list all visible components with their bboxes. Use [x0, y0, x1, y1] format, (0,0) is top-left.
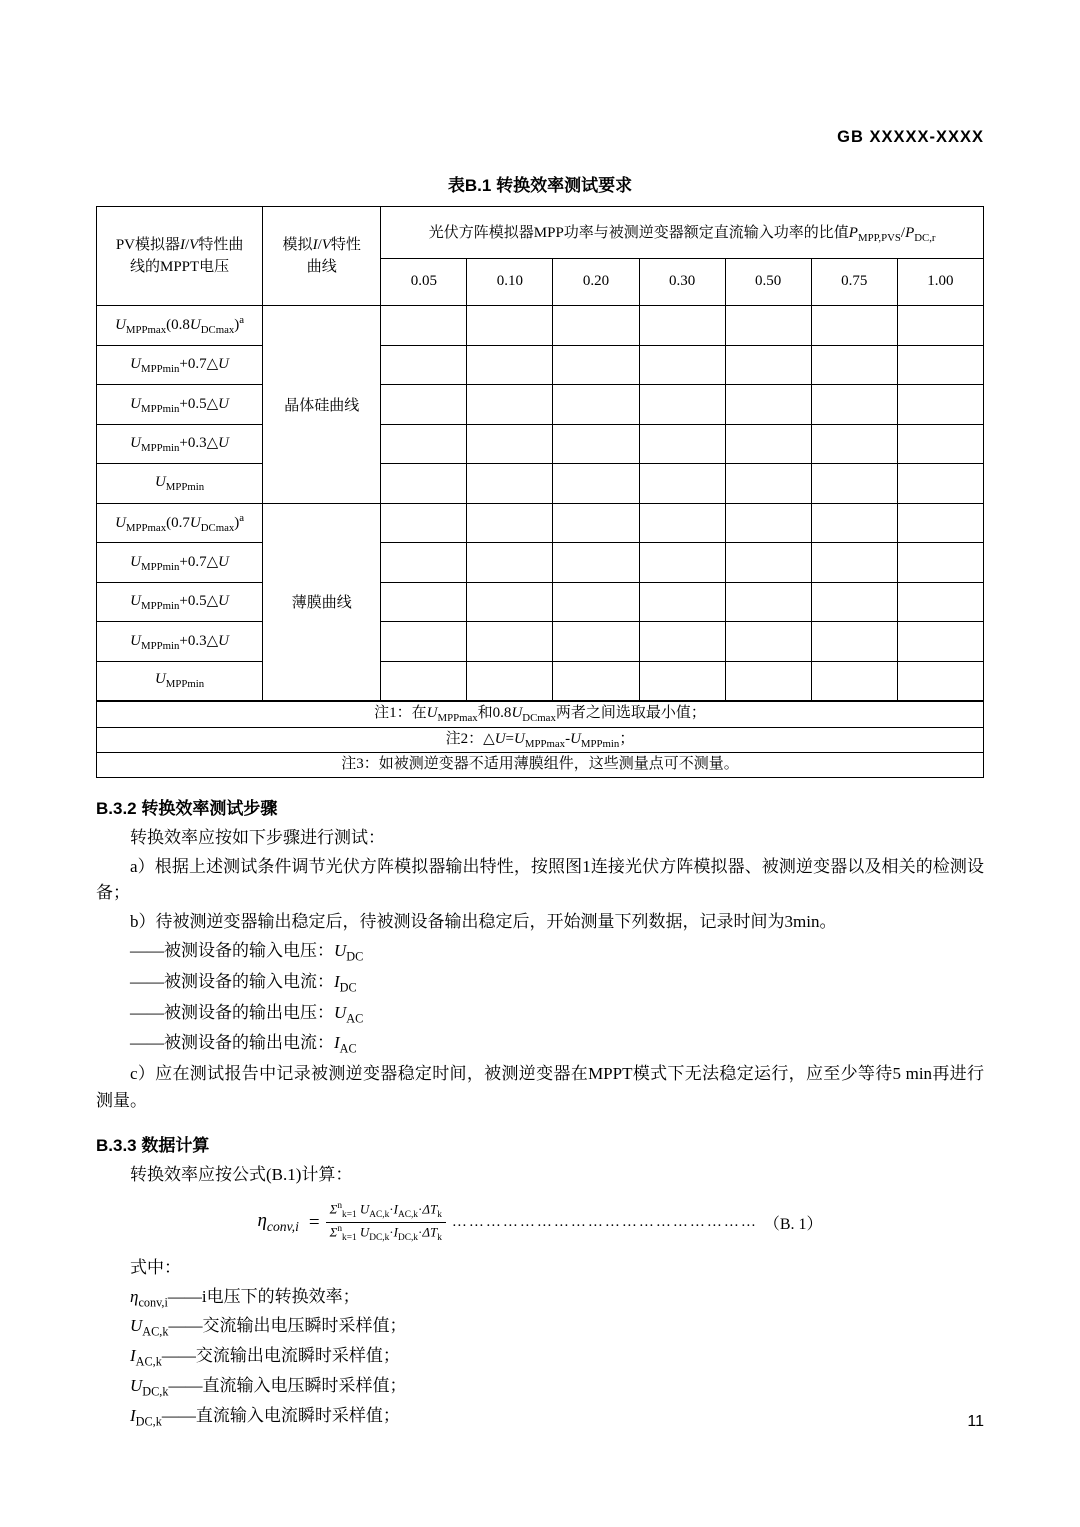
- def-eta: $\eta_{conv,i}——i$电压下的转换效率；: [130, 1286, 360, 1310]
- note-3: [97, 753, 984, 777]
- def-udck: $U_{DC,k}——$直流输入电压瞬时采样值；: [130, 1375, 407, 1399]
- data-cell: [553, 385, 639, 425]
- data-cell: [811, 622, 897, 662]
- ratio-header-4: 0.50: [725, 258, 811, 305]
- formula-b1: [96, 1201, 984, 1245]
- data-cell: [897, 424, 983, 464]
- data-cell: [897, 464, 983, 504]
- table-row: [97, 345, 984, 385]
- data-cell: [811, 424, 897, 464]
- formula-numerator: $\Sigma^n_{k=1}$ $U_{AC,k}\cdot I_{AC,k}\cdot\Delta T_k$: [326, 1201, 446, 1224]
- b332-intro: 转换效率应按如下步骤进行测试：: [130, 827, 385, 847]
- table-row: [97, 661, 984, 701]
- note-row: [97, 753, 984, 777]
- note-3-text: 注3：如被测逆变器不适用薄膜组件，这些测量点可不测量。: [341, 756, 739, 773]
- data-cell: [725, 622, 811, 662]
- data-cell: [639, 503, 725, 543]
- data-cell: [811, 345, 897, 385]
- table-row: [97, 385, 984, 425]
- b333-intro: 转换效率应按公式(B.1)计算：: [130, 1164, 353, 1184]
- data-cell: [467, 345, 553, 385]
- b332-item-udc: ——被测设备的输入电压：$U_{DC}$: [130, 941, 364, 964]
- row-label-cs-1: $U_{MPPmax}(0.8U_{DCmax})^a$: [97, 306, 263, 346]
- data-cell: [553, 424, 639, 464]
- data-cell: [811, 503, 897, 543]
- data-cell: [725, 582, 811, 622]
- data-cell: [381, 345, 467, 385]
- row-label-cs-3: $U_{MPPmin}+0.5\triangle U$: [97, 385, 263, 425]
- data-cell: [381, 464, 467, 504]
- data-cell: [639, 385, 725, 425]
- b332-item-iac: ——被测设备的输出电流：$I_{AC}$: [130, 1033, 357, 1056]
- header-cell-mppt-voltage: PV模拟器I/V特性曲 线的MPPT电压: [97, 207, 263, 306]
- data-cell: [811, 385, 897, 425]
- data-cell: [639, 464, 725, 504]
- def-iack: $I_{AC,k}——$交流输出电流瞬时采样值；: [130, 1346, 400, 1369]
- data-cell: [467, 661, 553, 701]
- data-cell: [811, 661, 897, 701]
- formula-lhs: $\eta_{conv,i}$: [257, 1210, 299, 1235]
- ratio-header-5: 0.75: [811, 258, 897, 305]
- definition-list: [96, 1284, 984, 1431]
- data-cell: [725, 345, 811, 385]
- page-header: GB XXXXX-XXXX: [837, 128, 984, 146]
- table-row: [97, 464, 984, 504]
- data-cell: [811, 306, 897, 346]
- where-label: 式中：: [130, 1257, 181, 1277]
- data-cell: [639, 424, 725, 464]
- data-cell: [553, 582, 639, 622]
- data-cell: [381, 385, 467, 425]
- table-row: [97, 582, 984, 622]
- data-cell: [725, 424, 811, 464]
- note-row: [97, 702, 984, 728]
- data-cell: [553, 345, 639, 385]
- header-cell-power-ratio: 光伏方阵模拟器MPP功率与被测逆变器额定直流输入功率的比值$P_{MPP,PVS}/P_{DC,r}$: [381, 207, 984, 259]
- b332-item-uac: ——被测设备的输出电压：$U_{AC}$: [130, 1002, 364, 1025]
- b332-step-c: c）应在测试报告中记录被测逆变器稳定时间，被测逆变器在MPPT模式下无法稳定运行，应至少等待5 min再进行测量。: [96, 1064, 984, 1110]
- row-label-tf-2: $U_{MPPmin}+0.7\triangle U$: [97, 543, 263, 583]
- row-label-cs-4: $U_{MPPmin}+0.3\triangle U$: [97, 424, 263, 464]
- data-cell: [639, 306, 725, 346]
- table-row: [97, 622, 984, 662]
- data-cell: [897, 306, 983, 346]
- data-cell: [553, 503, 639, 543]
- data-cell: [467, 503, 553, 543]
- note-2: 注2：$\triangle U=U_{MPPmax}-U_{MPPmin}$；: [97, 727, 984, 753]
- data-cell: [381, 424, 467, 464]
- def-idck: $I_{DC,k}——$直流输入电流瞬时采样值；: [130, 1405, 400, 1429]
- b332-item-idc: ——被测设备的输入电流：$I_{DC}$: [130, 971, 357, 995]
- data-cell: [639, 543, 725, 583]
- conversion-efficiency-table: [96, 206, 984, 701]
- row-label-tf-5: $U_{MPPmin}$: [97, 661, 263, 701]
- curve-cell-thinfilm: 薄膜曲线: [263, 503, 381, 701]
- data-cell: [381, 543, 467, 583]
- data-cell: [467, 622, 553, 662]
- table-row: [97, 503, 984, 543]
- table-title: 表B.1 转换效率测试要求: [447, 176, 633, 195]
- header-cell-curve-type: 模拟I/V特性 曲线: [263, 207, 381, 306]
- data-cell: [725, 543, 811, 583]
- table-notes: [96, 701, 984, 778]
- curve-cell-crystalline: 晶体硅曲线: [263, 306, 381, 504]
- data-cell: [811, 464, 897, 504]
- b332-step-a: a）根据上述测试条件调节光伏方阵模拟器输出特性，按照图1连接光伏方阵模拟器、被测逆变器以及相关的检测设备；: [96, 856, 984, 903]
- table-row: [97, 306, 984, 346]
- data-cell: [897, 582, 983, 622]
- table-header-row-1: [97, 207, 984, 259]
- data-cell: [897, 622, 983, 662]
- formula-number: （B. 1）: [763, 1216, 823, 1234]
- row-label-tf-1: $U_{MPPmax}(0.7U_{DCmax})^a$: [97, 503, 263, 543]
- data-cell: [897, 345, 983, 385]
- data-cell: [725, 503, 811, 543]
- page-number: 11: [967, 1413, 984, 1430]
- table-row: [97, 424, 984, 464]
- data-cell: [467, 306, 553, 346]
- section-heading-b333: B.3.3 数据计算: [96, 1135, 210, 1155]
- data-cell: [467, 424, 553, 464]
- note-row: [97, 727, 984, 753]
- data-cell: [467, 385, 553, 425]
- data-cell: [725, 661, 811, 701]
- ratio-header-0: 0.05: [381, 258, 467, 305]
- data-cell: [811, 582, 897, 622]
- data-cell: [897, 543, 983, 583]
- ratio-header-1: 0.10: [467, 258, 553, 305]
- data-cell: [639, 582, 725, 622]
- ratio-header-6: 1.00: [897, 258, 983, 305]
- data-cell: [381, 582, 467, 622]
- data-cell: [897, 661, 983, 701]
- row-label-tf-3: $U_{MPPmin}+0.5\triangle U$: [97, 582, 263, 622]
- b332-step-b: b）待被测逆变器输出稳定后，待被测设备输出稳定后，开始测量下列数据，记录时间为3min。: [130, 912, 837, 932]
- data-cell: [553, 661, 639, 701]
- data-cell: [639, 622, 725, 662]
- data-cell: [897, 385, 983, 425]
- data-cell: [467, 582, 553, 622]
- data-cell: [381, 622, 467, 662]
- data-cell: [467, 543, 553, 583]
- table-row: [97, 543, 984, 583]
- formula-leader-dots: ………………………………………………: [451, 1214, 758, 1231]
- data-cell: [467, 464, 553, 504]
- data-cell: [725, 464, 811, 504]
- data-cell: [639, 345, 725, 385]
- section-heading-b332: B.3.2 转换效率测试步骤: [96, 798, 278, 818]
- data-cell: [811, 543, 897, 583]
- row-label-tf-4: $U_{MPPmin}+0.3\triangle U$: [97, 622, 263, 662]
- ratio-header-3: 0.30: [639, 258, 725, 305]
- formula-fraction: [326, 1201, 446, 1245]
- data-cell: [553, 464, 639, 504]
- data-cell: [553, 543, 639, 583]
- note-1: 注1：在$U_{MPPmax}$和$0.8U_{DCmax}$两者之间选取最小值；: [97, 702, 984, 728]
- formula-denominator: $\Sigma^n_{k=1}$ $U_{DC,k}\cdot I_{DC,k}\cdot\Delta T_k$: [329, 1224, 442, 1244]
- data-cell: [725, 385, 811, 425]
- data-cell: [381, 503, 467, 543]
- data-cell: [381, 661, 467, 701]
- data-cell: [725, 306, 811, 346]
- formula-equals: =: [308, 1211, 320, 1233]
- ratio-header-2: 0.20: [553, 258, 639, 305]
- row-label-cs-2: $U_{MPPmin}+0.7\triangle U$: [97, 345, 263, 385]
- data-cell: [381, 306, 467, 346]
- data-cell: [897, 503, 983, 543]
- def-uack: $U_{AC,k}——$交流输出电压瞬时采样值；: [130, 1316, 407, 1339]
- data-cell: [553, 622, 639, 662]
- row-label-cs-5: $U_{MPPmin}$: [97, 464, 263, 504]
- data-cell: [553, 306, 639, 346]
- data-cell: [639, 661, 725, 701]
